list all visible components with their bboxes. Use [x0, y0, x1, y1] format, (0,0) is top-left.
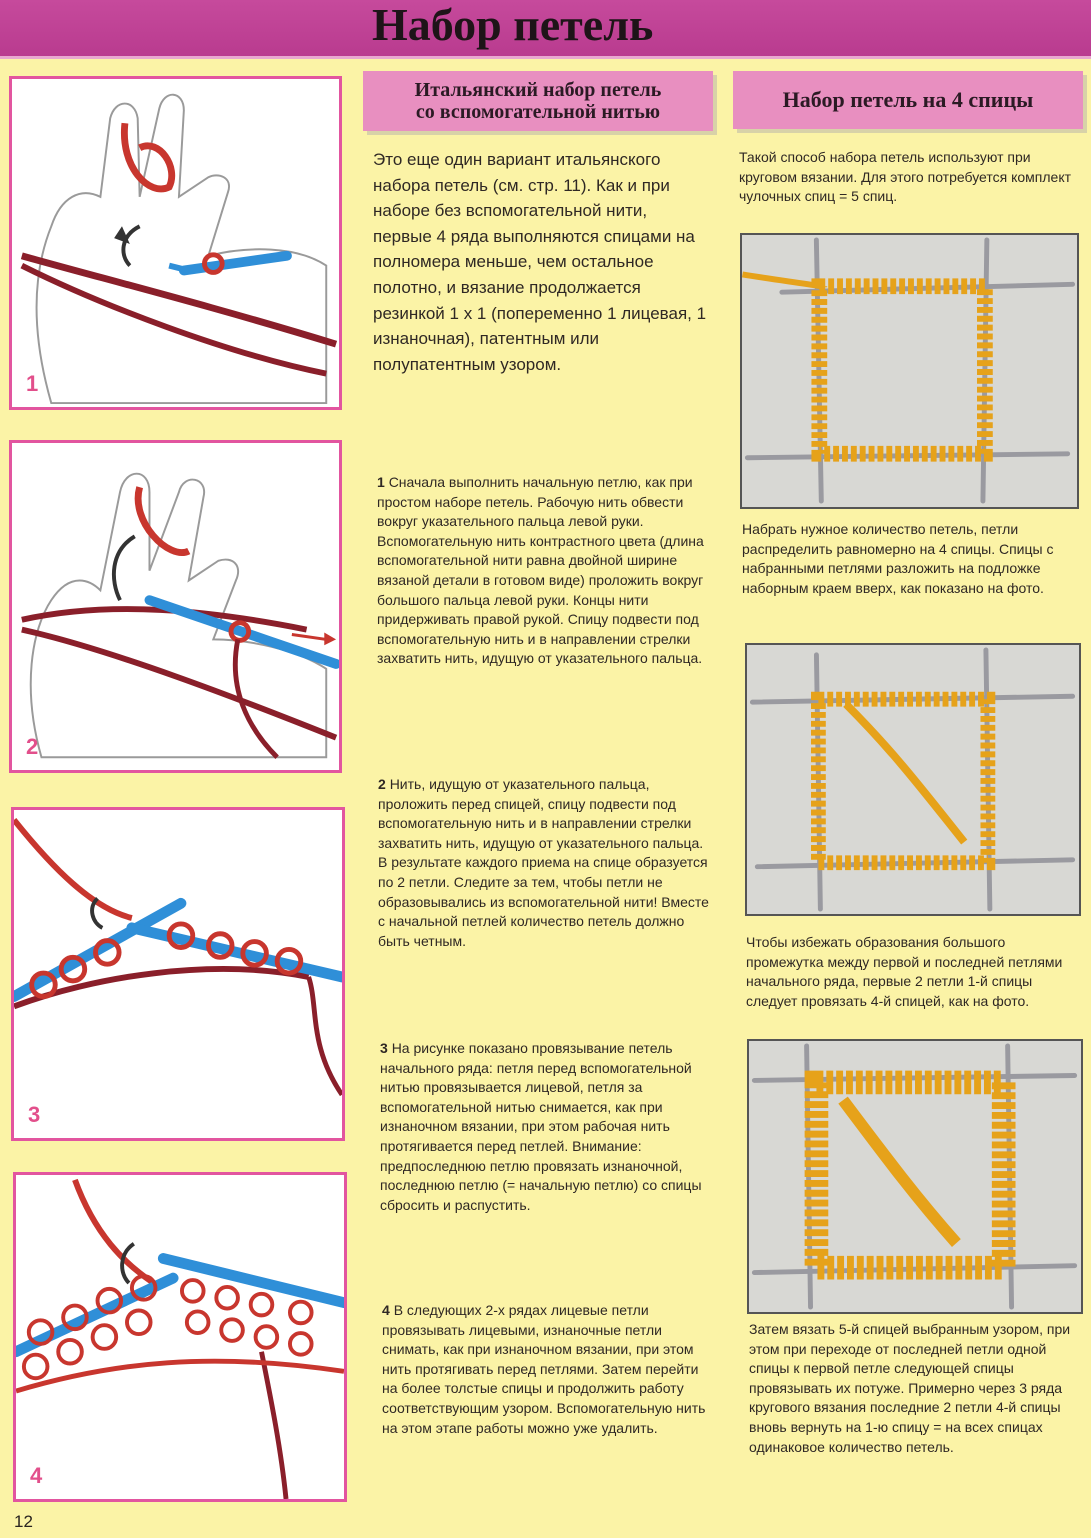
needle-illustration-3	[14, 810, 342, 1138]
step-body: В следующих 2-х рядах лицевые петли провязывать лицевыми, изнаночные петли снимать, как при изнаночном вязании, при этом нить протягивать перед петлями. Затем перейти на более толстые спицы и продолжить работу соответствующим узором. Вспомогательную нить на этом этапе работы можно уже удалить.	[382, 1302, 706, 1436]
four-needles-title: Набор петель на 4 спицы	[733, 71, 1083, 129]
step-4-text	[382, 1301, 717, 1438]
knitting-photo-2	[745, 643, 1081, 916]
step-body: На рисунке показано провязывание петель начального ряда: петля перед вспомогательной нитью провязывается лицевой, петля за вспомогательной нитью снимается, как при изнаночном вязании, при этом рабочая нить протягивается перед петлей. Внимание: предпоследнюю петлю провязать изнаночной, последнюю петлю (= начальную петлю) со спицы сбросить и распустить.	[380, 1040, 702, 1213]
step-body: Сначала выполнить начальную петлю, как при простом наборе петель. Рабочую нить обвести вокруг указательного пальца левой руки. Вспомогательную нить контрастного цвета (длина вспомогательной нити равна двойной ширине вязаной детали в готовом виде) проложить вокруг большого пальца левой руки. Концы нити придерживать правой рукой. Спицу подвести под вспомогательную нить и в направлении стрелки захватить нить, идущую от указательного пальца.	[377, 474, 704, 667]
knitting-photo-1	[740, 233, 1079, 509]
italian-intro-text: Это еще один вариант итальянского набора петель (см. стр. 11). Как и при наборе без вспомогательной нити, первые 4 ряда выполняются спицами на полномера меньше, чем остальное полотно, и вязание продолжается резинкой 1 х 1 (попеременно 1 лицевая, 1 изнаночная), патентным или полупатентным узором.	[373, 150, 707, 374]
title-line-1: Итальянский набор петель	[414, 79, 662, 101]
square-knitting-photo	[747, 645, 1079, 914]
step-body: Нить, идущую от указательного пальца, проложить перед спицей, спицу подвести под вспомогательную нить и в направлении стрелки захватить нить, идущую от указательного пальца. В результате каждого приема на спице образуется по 2 петли. Следите за тем, чтобы петли не образовывались из вспомогательной нити! Вместе с начальной петлей количество петель должно быть четным.	[378, 776, 709, 949]
illustration-panel-3	[11, 807, 345, 1141]
illustration-panel-4	[13, 1172, 347, 1502]
knitting-photo-3	[747, 1039, 1083, 1314]
hand-illustration-1	[12, 79, 339, 407]
illustration-number: 2	[26, 734, 39, 759]
photo-1-caption: Набрать нужное количество петель, петли распределить равномерно на 4 спицы. Спицы с набранными петлями разложить на подложке наборным краем вверх, как показано на фото.	[742, 521, 1054, 596]
step-number: 4	[382, 1302, 390, 1318]
square-knitting-photo	[742, 235, 1077, 507]
step-1-text	[377, 473, 710, 669]
page-number: 12	[14, 1512, 33, 1531]
title-line-2: со вспомогательной нитью	[415, 101, 661, 123]
step-number: 1	[377, 474, 385, 490]
square-knitting-photo	[749, 1041, 1081, 1312]
step-number: 3	[380, 1040, 388, 1056]
step-3-text	[380, 1039, 716, 1215]
illustration-number: 3	[28, 1102, 41, 1127]
step-2-text	[378, 775, 713, 951]
illustration-number: 4	[30, 1463, 43, 1488]
page-header	[0, 0, 1091, 59]
italian-cast-on-title	[363, 71, 713, 131]
photo-2-caption: Чтобы избежать образования большого промежутка между первой и последней петлями начального ряда, первые 2 петли 1-й спицы следует провязать 4-й спицей, как на фото.	[746, 934, 1063, 1009]
illustration-panel-1	[9, 76, 342, 410]
hand-illustration-2	[12, 443, 339, 770]
four-needles-intro: Такой способ набора петель используют при круговом вязании. Для этого потребуется комплект чулочных спиц = 5 спиц.	[739, 149, 1072, 205]
photo-3-caption: Затем вязать 5-й спицей выбранным узором, при этом при переходе от последней петли одной спицы к первой петле следующей спицы провязывать их потуже. Примерно через 3 ряда кругового вязания последние 2 петли 4-й спицы вновь вернуть на 1-ю спицу = на всех спицах одинаковое количество петель.	[749, 1321, 1071, 1455]
illustration-panel-2	[9, 440, 342, 773]
needle-illustration-4	[16, 1175, 344, 1499]
step-number: 2	[378, 776, 386, 792]
illustration-number: 1	[26, 371, 39, 396]
page-title: Набор петель	[372, 0, 654, 50]
